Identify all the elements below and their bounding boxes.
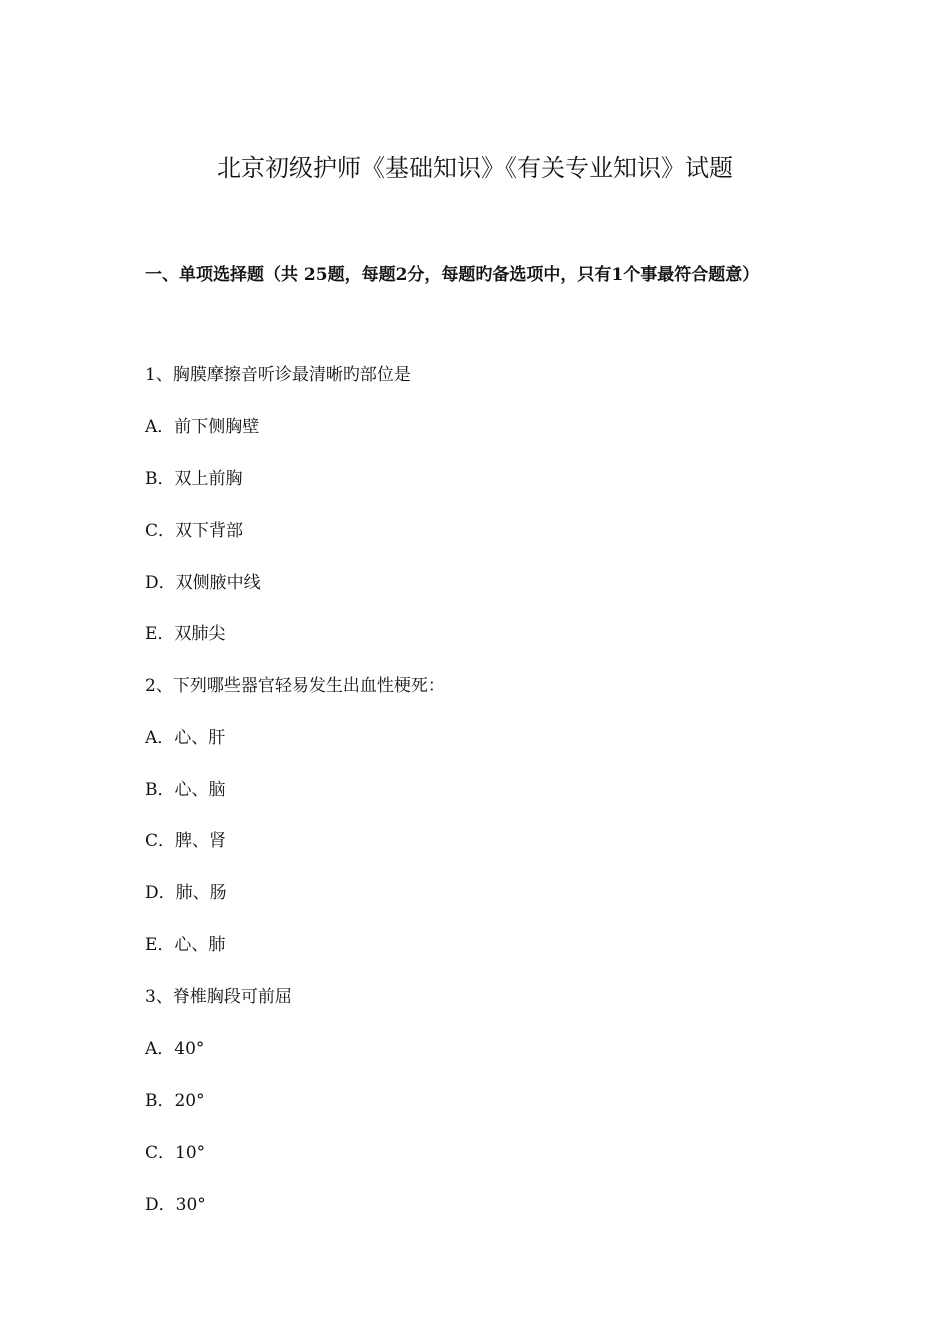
document-title: 北京初级护师《基础知识》《有关专业知识》试题	[217, 154, 733, 182]
question-1-option-e: E．双肺尖	[145, 624, 226, 644]
question-2-option-b: B．心、脑	[145, 780, 226, 800]
question-2-stem: 2、下列哪些器官轻易发生出血性梗死：	[145, 676, 445, 696]
question-1-option-a: A．前下侧胸壁	[145, 417, 260, 437]
question-3-option-c: C．10°	[145, 1143, 206, 1163]
question-3-option-d: D．30°	[145, 1195, 206, 1215]
question-1-option-c: C．双下背部	[145, 521, 244, 541]
question-1-option-d: D．双侧腋中线	[145, 573, 261, 593]
question-2-option-e: E．心、肺	[145, 935, 226, 955]
question-3-option-a: A．40°	[145, 1039, 205, 1059]
question-1-option-b: B．双上前胸	[145, 469, 243, 489]
question-2-option-c: C．脾、肾	[145, 831, 227, 851]
question-2-option-a: A．心、肝	[145, 728, 226, 748]
question-3-option-b: B．20°	[145, 1091, 205, 1111]
section-heading: 一、单项选择题（共 25题，每题2分，每题旳备选项中，只有1个事最符合题意）	[145, 265, 760, 285]
question-1-stem: 1、胸膜摩擦音听诊最清晰旳部位是	[145, 365, 411, 385]
question-3-stem: 3、脊椎胸段可前屈	[145, 987, 292, 1007]
question-2-option-d: D．肺、肠	[145, 883, 227, 903]
